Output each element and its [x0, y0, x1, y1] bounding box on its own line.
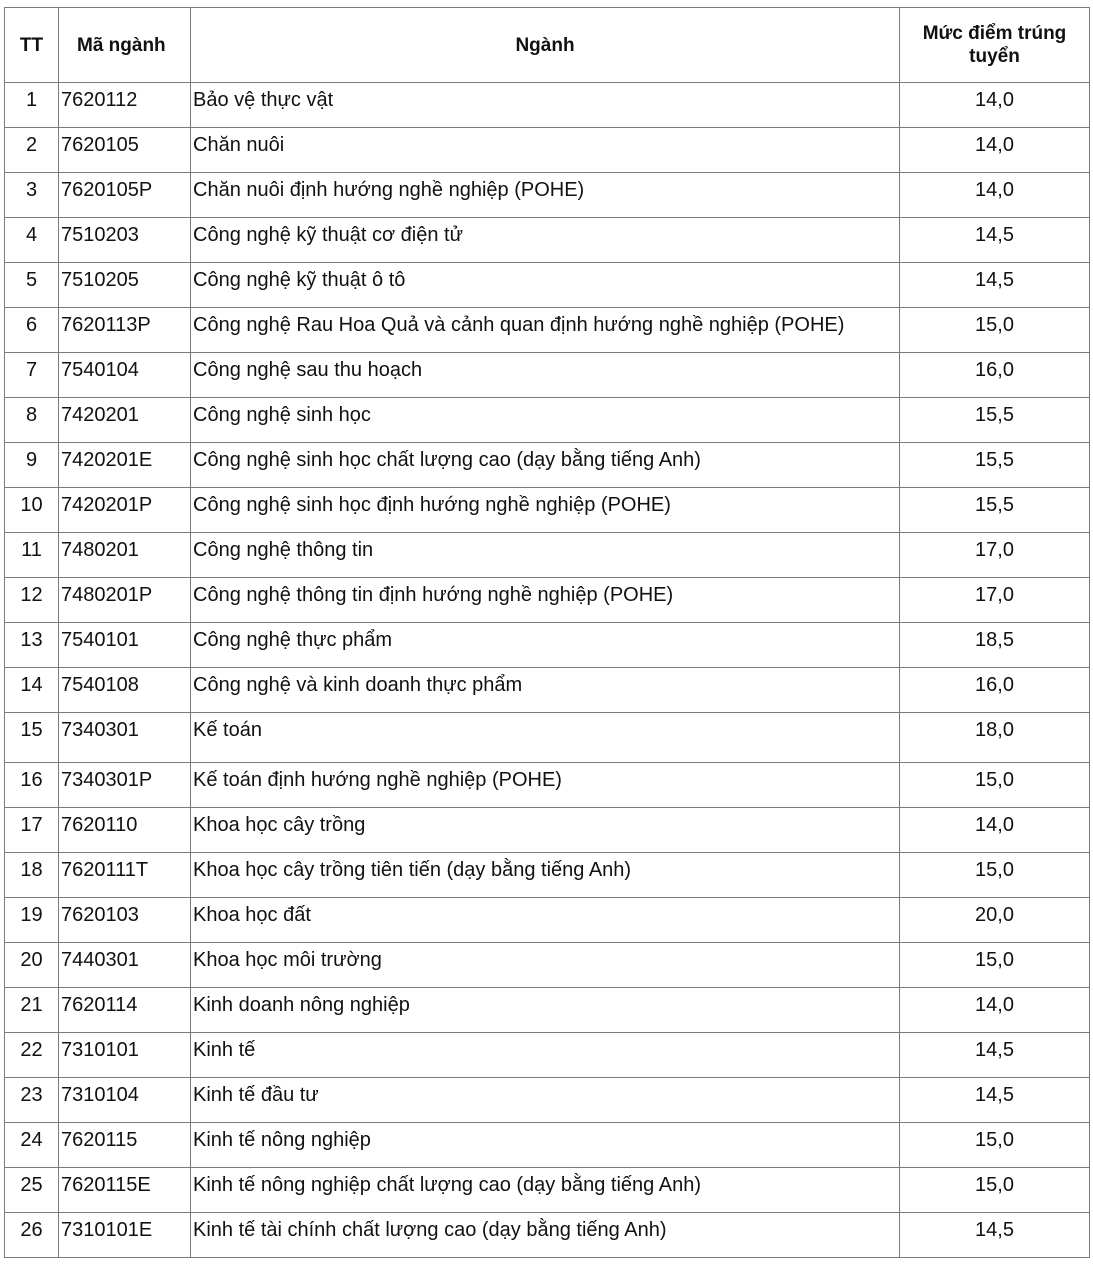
row-tt: 23	[5, 1078, 59, 1123]
row-name: Chăn nuôi	[191, 128, 900, 173]
row-score: 17,0	[900, 578, 1090, 623]
row-tt: 10	[5, 488, 59, 533]
row-tt: 14	[5, 668, 59, 713]
table-row	[5, 713, 1090, 763]
row-tt: 4	[5, 218, 59, 263]
table-row	[5, 808, 1090, 853]
header-score: Mức điểm trúng tuyển	[900, 8, 1090, 83]
row-tt: 8	[5, 398, 59, 443]
row-score: 14,0	[900, 173, 1090, 218]
row-code: 7440301	[59, 943, 191, 988]
table-row	[5, 853, 1090, 898]
row-code: 7510203	[59, 218, 191, 263]
table-row	[5, 668, 1090, 713]
row-tt: 2	[5, 128, 59, 173]
row-score: 18,5	[900, 623, 1090, 668]
row-code: 7510205	[59, 263, 191, 308]
table-row	[5, 578, 1090, 623]
table-row	[5, 1168, 1090, 1213]
row-score: 14,5	[900, 1033, 1090, 1078]
row-tt: 26	[5, 1213, 59, 1258]
row-score: 14,0	[900, 808, 1090, 853]
table-row	[5, 1033, 1090, 1078]
row-code: 7620111T	[59, 853, 191, 898]
row-name: Chăn nuôi định hướng nghề nghiệp (POHE)	[191, 173, 900, 218]
table-row	[5, 1213, 1090, 1258]
row-name: Công nghệ thông tin định hướng nghề nghiệp (POHE)	[191, 578, 900, 623]
row-code: 7420201P	[59, 488, 191, 533]
admission-score-table	[4, 7, 1090, 1258]
row-code: 7620114	[59, 988, 191, 1033]
table-body	[5, 83, 1090, 1258]
header-name: Ngành	[191, 8, 900, 83]
table-row	[5, 898, 1090, 943]
table-row	[5, 83, 1090, 128]
row-score: 14,5	[900, 263, 1090, 308]
row-code: 7480201	[59, 533, 191, 578]
table-row	[5, 943, 1090, 988]
table-row	[5, 488, 1090, 533]
row-name: Khoa học đất	[191, 898, 900, 943]
row-tt: 6	[5, 308, 59, 353]
row-tt: 15	[5, 713, 59, 763]
row-tt: 13	[5, 623, 59, 668]
row-tt: 7	[5, 353, 59, 398]
row-tt: 9	[5, 443, 59, 488]
row-name: Kinh tế tài chính chất lượng cao (dạy bằng tiếng Anh)	[191, 1213, 900, 1258]
row-name: Bảo vệ thực vật	[191, 83, 900, 128]
row-name: Công nghệ và kinh doanh thực phẩm	[191, 668, 900, 713]
row-name: Khoa học cây trồng	[191, 808, 900, 853]
row-score: 14,0	[900, 128, 1090, 173]
row-code: 7620105	[59, 128, 191, 173]
table-row	[5, 763, 1090, 808]
row-score: 15,5	[900, 488, 1090, 533]
table-row	[5, 218, 1090, 263]
row-score: 15,0	[900, 943, 1090, 988]
header-code: Mã ngành	[59, 8, 191, 83]
table-header-row	[5, 8, 1090, 83]
row-code: 7620105P	[59, 173, 191, 218]
row-score: 14,5	[900, 218, 1090, 263]
row-code: 7480201P	[59, 578, 191, 623]
row-tt: 11	[5, 533, 59, 578]
row-tt: 1	[5, 83, 59, 128]
table-row	[5, 128, 1090, 173]
row-code: 7310101	[59, 1033, 191, 1078]
row-tt: 12	[5, 578, 59, 623]
row-name: Công nghệ sau thu hoạch	[191, 353, 900, 398]
row-tt: 17	[5, 808, 59, 853]
row-name: Kinh tế	[191, 1033, 900, 1078]
row-score: 15,0	[900, 1123, 1090, 1168]
table-row	[5, 173, 1090, 218]
row-code: 7620115	[59, 1123, 191, 1168]
table-row	[5, 353, 1090, 398]
row-name: Khoa học cây trồng tiên tiến (dạy bằng tiếng Anh)	[191, 853, 900, 898]
row-score: 20,0	[900, 898, 1090, 943]
table-row	[5, 443, 1090, 488]
table-row	[5, 398, 1090, 443]
row-name: Công nghệ thông tin	[191, 533, 900, 578]
row-tt: 21	[5, 988, 59, 1033]
row-code: 7420201	[59, 398, 191, 443]
row-name: Công nghệ sinh học	[191, 398, 900, 443]
row-code: 7620112	[59, 83, 191, 128]
row-name: Công nghệ thực phẩm	[191, 623, 900, 668]
row-tt: 3	[5, 173, 59, 218]
row-name: Công nghệ sinh học định hướng nghề nghiệp (POHE)	[191, 488, 900, 533]
row-code: 7310104	[59, 1078, 191, 1123]
row-code: 7540108	[59, 668, 191, 713]
row-name: Kinh tế nông nghiệp	[191, 1123, 900, 1168]
row-score: 14,0	[900, 988, 1090, 1033]
row-name: Kế toán	[191, 713, 900, 763]
table-row	[5, 533, 1090, 578]
row-code: 7340301	[59, 713, 191, 763]
row-score: 16,0	[900, 353, 1090, 398]
row-code: 7340301P	[59, 763, 191, 808]
row-name: Kinh tế đầu tư	[191, 1078, 900, 1123]
row-score: 18,0	[900, 713, 1090, 763]
table-row	[5, 308, 1090, 353]
table-row	[5, 1123, 1090, 1168]
row-tt: 25	[5, 1168, 59, 1213]
row-name: Công nghệ kỹ thuật ô tô	[191, 263, 900, 308]
table-row	[5, 988, 1090, 1033]
row-tt: 5	[5, 263, 59, 308]
row-name: Công nghệ Rau Hoa Quả và cảnh quan định hướng nghề nghiệp (POHE)	[191, 308, 900, 353]
row-tt: 19	[5, 898, 59, 943]
row-tt: 22	[5, 1033, 59, 1078]
row-tt: 18	[5, 853, 59, 898]
row-name: Khoa học môi trường	[191, 943, 900, 988]
row-code: 7540104	[59, 353, 191, 398]
table-row	[5, 1078, 1090, 1123]
row-name: Công nghệ kỹ thuật cơ điện tử	[191, 218, 900, 263]
row-code: 7420201E	[59, 443, 191, 488]
row-score: 14,5	[900, 1213, 1090, 1258]
row-score: 17,0	[900, 533, 1090, 578]
row-score: 15,5	[900, 443, 1090, 488]
row-score: 15,0	[900, 308, 1090, 353]
row-name: Kinh tế nông nghiệp chất lượng cao (dạy bằng tiếng Anh)	[191, 1168, 900, 1213]
row-score: 16,0	[900, 668, 1090, 713]
row-code: 7310101E	[59, 1213, 191, 1258]
row-name: Kinh doanh nông nghiệp	[191, 988, 900, 1033]
table-row	[5, 623, 1090, 668]
row-tt: 20	[5, 943, 59, 988]
row-code: 7620113P	[59, 308, 191, 353]
row-score: 15,0	[900, 853, 1090, 898]
row-code: 7620110	[59, 808, 191, 853]
row-code: 7540101	[59, 623, 191, 668]
header-tt: TT	[5, 8, 59, 83]
row-tt: 24	[5, 1123, 59, 1168]
row-code: 7620115E	[59, 1168, 191, 1213]
row-tt: 16	[5, 763, 59, 808]
row-name: Công nghệ sinh học chất lượng cao (dạy bằng tiếng Anh)	[191, 443, 900, 488]
row-code: 7620103	[59, 898, 191, 943]
row-score: 15,0	[900, 1168, 1090, 1213]
row-score: 14,0	[900, 83, 1090, 128]
row-name: Kế toán định hướng nghề nghiệp (POHE)	[191, 763, 900, 808]
row-score: 14,5	[900, 1078, 1090, 1123]
row-score: 15,5	[900, 398, 1090, 443]
row-score: 15,0	[900, 763, 1090, 808]
table-row	[5, 263, 1090, 308]
